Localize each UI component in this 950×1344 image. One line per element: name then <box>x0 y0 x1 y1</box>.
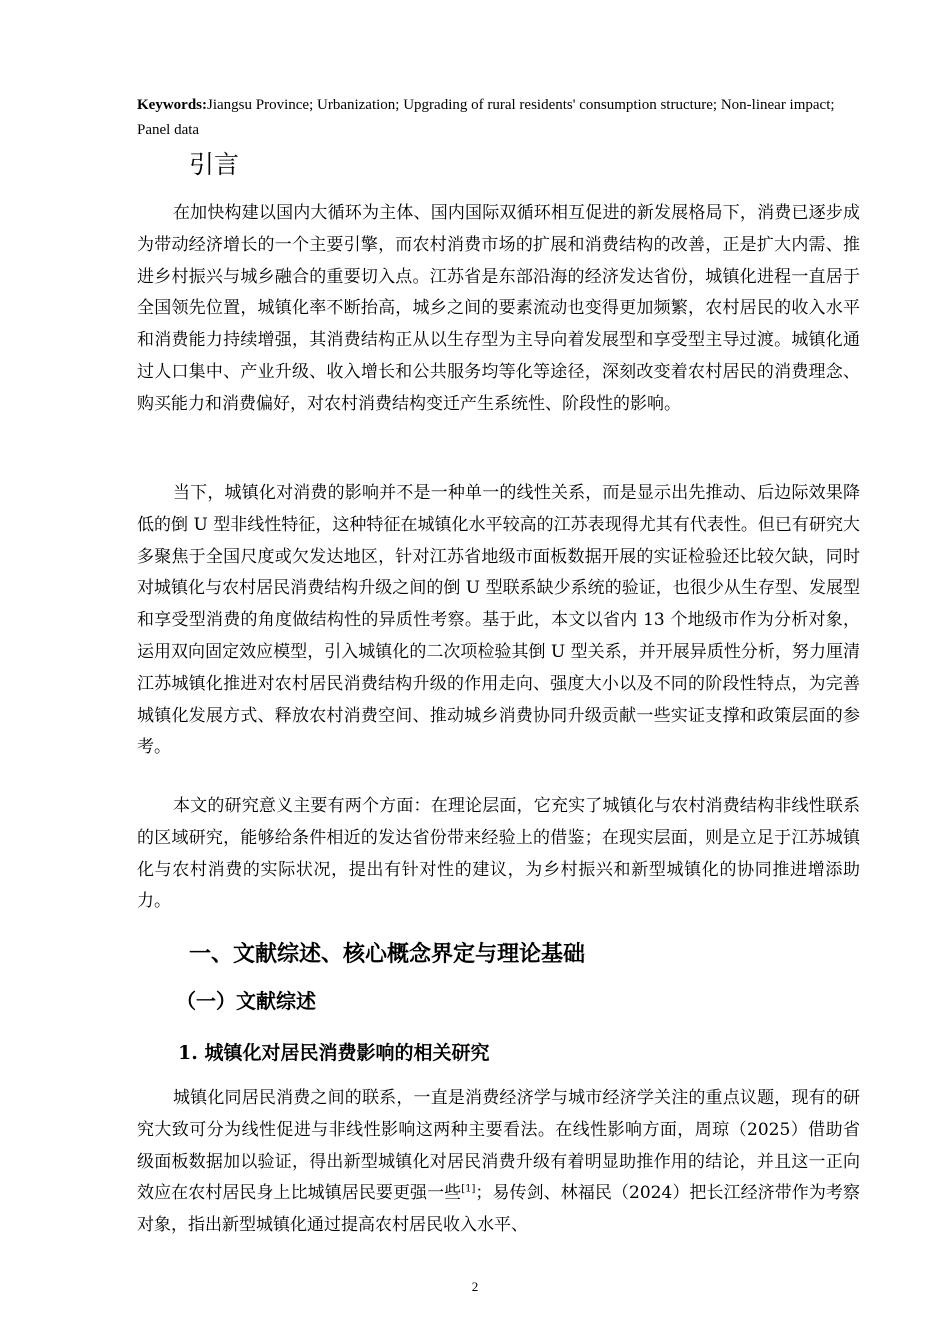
literature-text-before-citation: 城镇化同居民消费之间的联系，一直是消费经济学与城市经济学关注的重点议题，现有的研究大致可分为线性促进与非线性影响这两种主要看法。在线性影响方面，周琼（2025）借助省级面板数据加以验证，得出新型城镇化对居民消费升级有着明显助推作用的结论，并且这一正向效应在农村居民身上比城镇居民要更强一些 <box>137 1088 860 1204</box>
intro-paragraph-1: 在加快构建以国内大循环为主体、国内国际双循环相互促进的新发展格局下，消费已逐步成为带动经济增长的一个主要引擎，而农村消费市场的扩展和消费结构的改善，正是扩大内需、推进乡村振兴与城乡融合的重要切入点。江苏省是东部沿海的经济发达省份，城镇化进程一直居于全国领先位置，城镇化率不断抬高，城乡之间的要素流动也变得更加频繁，农村居民的收入水平和消费能力持续增强，其消费结构正从以生存型为主导向着发展型和享受型主导过渡。城镇化通过人口集中、产业升级、收入增长和公共服务均等化等途径，深刻改变着农村居民的消费理念、购买能力和消费偏好，对农村消费结构变迁产生系统性、阶段性的影响。 <box>137 203 860 414</box>
literature-text-after-citation: ；易传剑、林福民（2024）把长江经济带作为考察对象，指出新型城镇化通过提高农村居民收入水平、 <box>137 1183 860 1236</box>
section-1-1-1-heading: 1. 城镇化对居民消费影响的相关研究 <box>178 1042 490 1064</box>
literature-paragraph-1 <box>137 1083 860 1242</box>
intro-paragraph-3: 本文的研究意义主要有两个方面：在理论层面，它充实了城镇化与农村消费结构非线性联系的区域研究，能够给条件相近的发达省份带来经验上的借鉴；在现实层面，则是立足于江苏城镇化与农村消费的实际状况，提出有针对性的建议，为乡村振兴和新型城镇化的协同推进增添助力。 <box>137 796 860 912</box>
section-1-heading: 一、文献综述、核心概念界定与理论基础 <box>189 941 586 967</box>
keywords-label: Keywords: <box>137 97 207 113</box>
keywords-block <box>137 93 837 143</box>
citation-marker[interactable]: [1] <box>461 1183 476 1195</box>
section-1-1-heading: （一）文献综述 <box>176 989 316 1013</box>
keywords-text: Jiangsu Province; Urbanization; Upgrading of rural residents' consumption structure; Non-linear impact; Panel data <box>137 97 835 138</box>
introduction-heading: 引言 <box>189 150 240 179</box>
intro-paragraph-2: 当下，城镇化对消费的影响并不是一种单一的线性关系，而是显示出先推动、后边际效果降低的倒 U 型非线性特征，这种特征在城镇化水平较高的江苏表现得尤其有代表性。但已有研究大多聚焦于全国尺度或欠发达地区，针对江苏省地级市面板数据开展的实证检验还比较欠缺，同时对城镇化与农村居民消费结构升级之间的倒 U 型联系缺少系统的验证，也很少从生存型、发展型和享受型消费的角度做结构性的异质性考察。基于此，本文以省内 13 个地级市作为分析对象，运用双向固定效应模型，引入城镇化的二次项检验其倒 U 型关系，并开展异质性分析，努力厘清江苏城镇化推进对农村居民消费结构升级的作用走向、强度大小以及不同的阶段性特点，为完善城镇化发展方式、释放农村消费空间、推动城乡消费协同升级贡献一些实证支撑和政策层面的参考。 <box>137 483 860 758</box>
page-number: 2 <box>471 1279 479 1294</box>
